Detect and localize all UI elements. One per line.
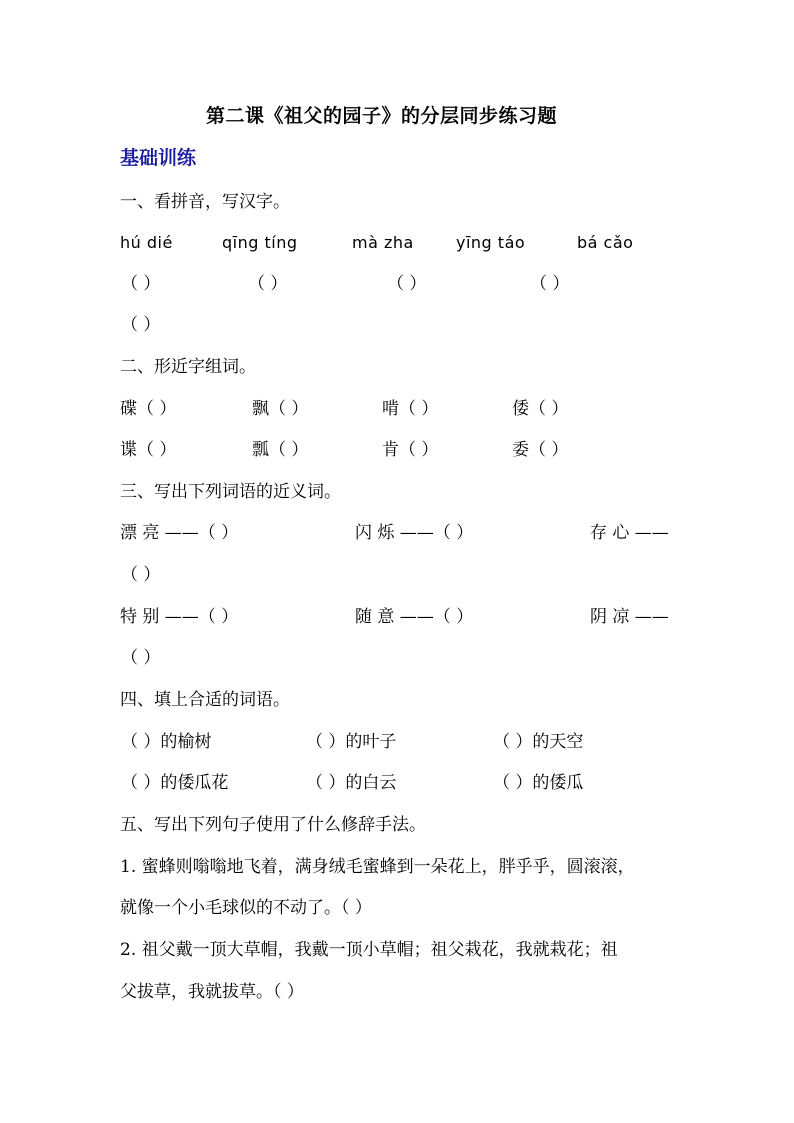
pinyin-mazha: mà zha — [352, 233, 414, 252]
word-blank[interactable]: 肯（ ） — [382, 440, 439, 460]
word-blank[interactable]: 碟（ ） — [120, 399, 177, 419]
pinyin-qingting: qīng tíng — [222, 233, 298, 252]
phrase-blank[interactable]: （ ）的倭瓜 — [493, 773, 584, 793]
synonym-blank[interactable]: （ ） — [121, 565, 161, 585]
synonym-blank[interactable]: 存 心 —— — [590, 523, 669, 543]
word-blank[interactable]: 委（ ） — [512, 440, 569, 460]
word-blank[interactable]: 啃（ ） — [382, 399, 439, 419]
word-blank[interactable]: 飘（ ） — [252, 399, 309, 419]
word-blank[interactable]: 倭（ ） — [512, 399, 569, 419]
pinyin-bacao: bá cǎo — [577, 233, 634, 252]
q2-heading: 二、形近字组词。 — [120, 357, 256, 377]
phrase-blank[interactable]: （ ）的白云 — [306, 773, 397, 793]
pinyin-yingtao: yīng táo — [456, 233, 526, 252]
sentence-2: 2. 祖父戴一顶大草帽，我戴一顶小草帽；祖父栽花，我就栽花；祖 — [120, 940, 618, 960]
phrase-blank[interactable]: （ ）的倭瓜花 — [121, 773, 229, 793]
answer-blank[interactable]: （ ） — [387, 274, 427, 294]
q4-heading: 四、填上合适的词语。 — [120, 690, 290, 710]
phrase-blank[interactable]: （ ）的榆树 — [121, 732, 212, 752]
sentence-2-answer[interactable]: 父拔草，我就拔草。（ ） — [120, 982, 304, 1002]
phrase-blank[interactable]: （ ）的叶子 — [306, 732, 397, 752]
pinyin-hudie: hú dié — [120, 233, 173, 252]
synonym-blank[interactable]: （ ） — [121, 648, 161, 668]
sentence-1-answer[interactable]: 就像一个小毛球似的不动了。（ ） — [120, 898, 372, 918]
word-blank[interactable]: 瓢（ ） — [252, 440, 309, 460]
answer-blank[interactable]: （ ） — [530, 274, 570, 294]
phrase-blank[interactable]: （ ）的天空 — [493, 732, 584, 752]
section-heading: 基础训练 — [120, 147, 197, 169]
page-title: 第二课《祖父的园子》的分层同步练习题 — [206, 105, 558, 127]
answer-blank[interactable]: （ ） — [248, 274, 288, 294]
q5-heading: 五、写出下列句子使用了什么修辞手法。 — [120, 815, 426, 835]
synonym-blank[interactable]: 特 别 ——（ ） — [120, 607, 239, 627]
synonym-blank[interactable]: 阴 凉 —— — [590, 607, 669, 627]
word-blank[interactable]: 谍（ ） — [120, 440, 177, 460]
q3-heading: 三、写出下列词语的近义词。 — [120, 482, 341, 502]
q1-heading: 一、看拼音，写汉字。 — [120, 192, 290, 212]
answer-blank[interactable]: （ ） — [121, 315, 161, 335]
sentence-1: 1. 蜜蜂则嗡嗡地飞着，满身绒毛蜜蜂到一朵花上，胖乎乎，圆滚滚， — [120, 857, 635, 877]
synonym-blank[interactable]: 漂 亮 ——（ ） — [120, 523, 239, 543]
synonym-blank[interactable]: 闪 烁 ——（ ） — [355, 523, 474, 543]
answer-blank[interactable]: （ ） — [121, 274, 161, 294]
synonym-blank[interactable]: 随 意 ——（ ） — [355, 607, 474, 627]
